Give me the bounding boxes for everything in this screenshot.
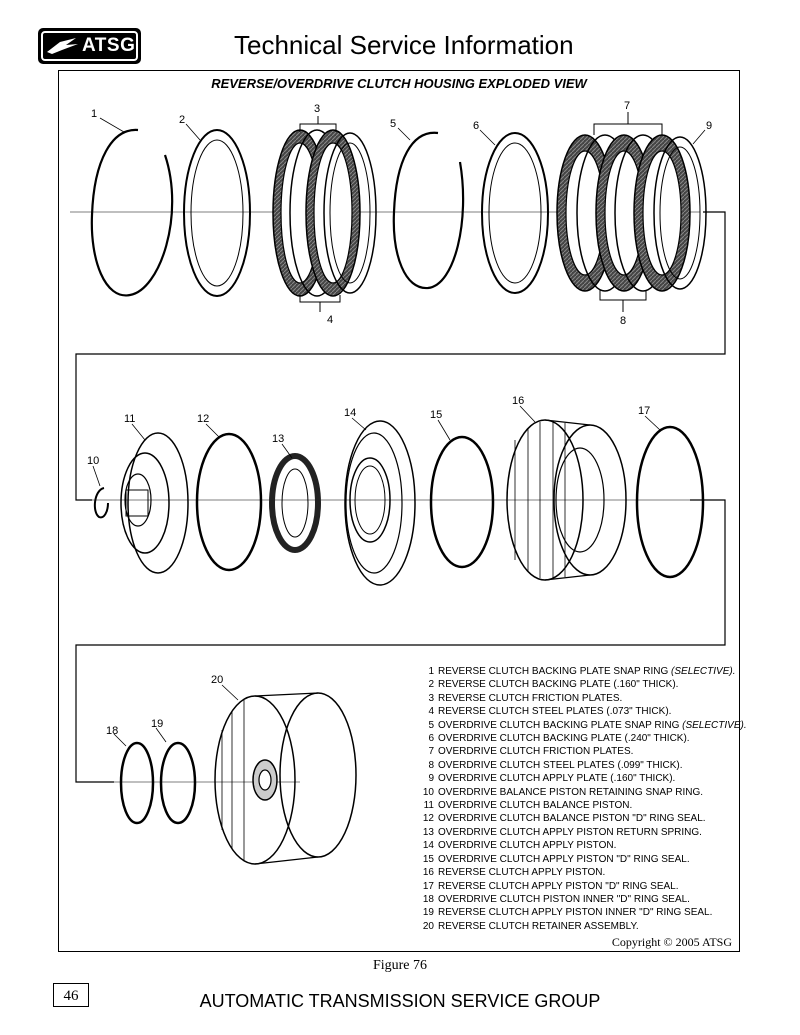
page-title: Technical Service Information — [234, 30, 574, 60]
callout-9: 9 — [706, 120, 713, 132]
legend-item — [420, 880, 747, 893]
legend-item-text: REVERSE CLUTCH BACKING PLATE (.160" THICK). — [438, 679, 679, 691]
footer-text: AUTOMATIC TRANSMISSION SERVICE GROUP — [199, 991, 601, 1011]
part-6-backing-plate — [482, 133, 548, 293]
legend-item — [420, 920, 747, 933]
legend-item — [420, 853, 747, 866]
legend-item-number: 10 — [422, 786, 434, 798]
part-15-d-ring-seal — [431, 437, 493, 567]
parts-legend — [420, 665, 747, 933]
page-number: 46 — [53, 983, 89, 1007]
legend-item-text: OVERDRIVE CLUTCH FRICTION PLATES. — [438, 746, 634, 758]
legend-item-text: OVERDRIVE CLUTCH BALANCE PISTON. — [438, 800, 633, 812]
legend-item-note: (SELECTIVE). — [671, 666, 736, 677]
legend-item-text: OVERDRIVE CLUTCH STEEL PLATES (.099" THICK). — [438, 759, 683, 771]
legend-item — [420, 786, 747, 799]
legend-item-text: REVERSE CLUTCH FRICTION PLATES. — [438, 692, 623, 704]
legend-item-text: OVERDRIVE CLUTCH APPLY PISTON. — [438, 840, 617, 852]
part-7-8-9-overdrive-plates — [557, 135, 706, 291]
callout-15: 15 — [430, 409, 443, 421]
logo-text: ATSG — [82, 35, 136, 56]
part-13-return-spring — [272, 456, 318, 550]
callout-6: 6 — [473, 120, 480, 132]
legend-item-text: REVERSE CLUTCH BACKING PLATE SNAP RING — [438, 666, 669, 677]
legend-item-number: 14 — [422, 840, 434, 852]
legend-item-text: OVERDRIVE CLUTCH PISTON INNER "D" RING SEAL. — [438, 893, 690, 905]
callout-12: 12 — [197, 413, 210, 425]
legend-item-text: OVERDRIVE CLUTCH BALANCE PISTON "D" RING SEAL. — [438, 813, 706, 825]
legend-item-text: OVERDRIVE CLUTCH APPLY PLATE (.160" THICK). — [438, 773, 676, 785]
legend-item — [420, 799, 747, 812]
legend-item — [420, 866, 747, 879]
part-12-d-ring-seal — [197, 434, 261, 570]
legend-item — [420, 692, 747, 705]
legend-item-number: 12 — [422, 813, 434, 825]
part-11-balance-piston — [121, 433, 188, 573]
callout-19: 19 — [151, 718, 164, 730]
legend-item — [420, 906, 747, 919]
legend-item-number: 8 — [428, 759, 434, 771]
callout-2: 2 — [179, 114, 186, 126]
part-18-inner-d-ring-seal — [121, 743, 153, 823]
legend-item-text: OVERDRIVE CLUTCH BACKING PLATE (.240" THICK). — [438, 733, 690, 745]
legend-item-number: 9 — [428, 773, 434, 785]
callout-11: 11 — [124, 413, 136, 425]
legend-item-text: REVERSE CLUTCH STEEL PLATES (.073" THICK). — [438, 706, 672, 718]
callout-16: 16 — [512, 395, 525, 407]
legend-item-text: OVERDRIVE CLUTCH APPLY PISTON RETURN SPRING. — [438, 826, 702, 838]
legend-item — [420, 839, 747, 852]
legend-item-number: 15 — [422, 853, 434, 865]
legend-item-number: 17 — [422, 880, 434, 892]
legend-item-number: 4 — [428, 706, 434, 718]
legend-item-number: 5 — [428, 719, 434, 731]
legend-item — [420, 826, 747, 839]
part-3-4-reverse-plates — [273, 130, 376, 296]
callout-17: 17 — [638, 405, 651, 417]
callout-4: 4 — [327, 314, 334, 326]
callout-10: 10 — [87, 455, 100, 467]
legend-item — [420, 759, 747, 772]
legend-item-number: 11 — [423, 800, 434, 812]
legend-item-number: 1 — [428, 666, 434, 677]
legend-item — [420, 732, 747, 745]
part-17-d-ring-seal — [637, 427, 703, 577]
legend-item-text: REVERSE CLUTCH APPLY PISTON "D" RING SEAL. — [438, 880, 679, 892]
part-1-snap-ring — [92, 130, 172, 296]
callout-20: 20 — [211, 674, 224, 686]
legend-item-number: 7 — [428, 746, 434, 758]
legend-item-number: 18 — [422, 893, 434, 905]
legend-item — [420, 893, 747, 906]
legend-item — [420, 812, 747, 825]
part-19-inner-d-ring-seal — [161, 743, 195, 823]
legend-item — [420, 705, 747, 718]
callout-18: 18 — [106, 725, 119, 737]
legend-item-text: OVERDRIVE BALANCE PISTON RETAINING SNAP RING. — [438, 786, 704, 798]
legend-item-text: OVERDRIVE CLUTCH APPLY PISTON "D" RING SEAL. — [438, 853, 690, 865]
part-20-reverse-clutch-retainer — [215, 693, 356, 864]
legend-item-text: REVERSE CLUTCH APPLY PISTON INNER "D" RING SEAL. — [438, 907, 713, 919]
legend-item-number: 2 — [428, 679, 434, 691]
legend-item-note: (SELECTIVE). — [682, 719, 747, 731]
callout-3: 3 — [314, 103, 321, 115]
figure-title: REVERSE/OVERDRIVE CLUTCH HOUSING EXPLODED VIEW — [211, 76, 587, 91]
legend-item-number: 13 — [422, 826, 434, 838]
callout-8: 8 — [620, 315, 627, 327]
legend-item — [420, 772, 747, 785]
callout-1: 1 — [91, 108, 98, 120]
legend-item-number: 16 — [422, 867, 434, 879]
part-2-backing-plate — [184, 130, 250, 296]
callout-13: 13 — [272, 433, 285, 445]
legend-item-text: OVERDRIVE CLUTCH BACKING PLATE SNAP RING — [438, 719, 680, 731]
callout-5: 5 — [390, 118, 397, 130]
legend-item — [420, 665, 747, 678]
part-10-retaining-snap-ring — [95, 488, 108, 517]
legend-item-number: 3 — [428, 692, 434, 704]
part-5-snap-ring — [394, 133, 463, 288]
callout-7: 7 — [624, 100, 631, 112]
legend-item — [420, 678, 747, 691]
legend-item-number: 20 — [422, 920, 434, 932]
legend-item-text: REVERSE CLUTCH RETAINER ASSEMBLY. — [438, 920, 639, 932]
legend-item-number: 19 — [422, 907, 434, 919]
figure-caption: Figure 76 — [372, 958, 428, 973]
legend-item — [420, 745, 747, 758]
legend-item-text: REVERSE CLUTCH APPLY PISTON. — [438, 867, 606, 879]
callout-14: 14 — [344, 407, 357, 419]
legend-item — [420, 719, 747, 732]
legend-item-number: 6 — [428, 733, 434, 745]
copyright-notice: Copyright © 2005 ATSG — [611, 935, 732, 949]
part-14-apply-piston — [345, 421, 415, 585]
